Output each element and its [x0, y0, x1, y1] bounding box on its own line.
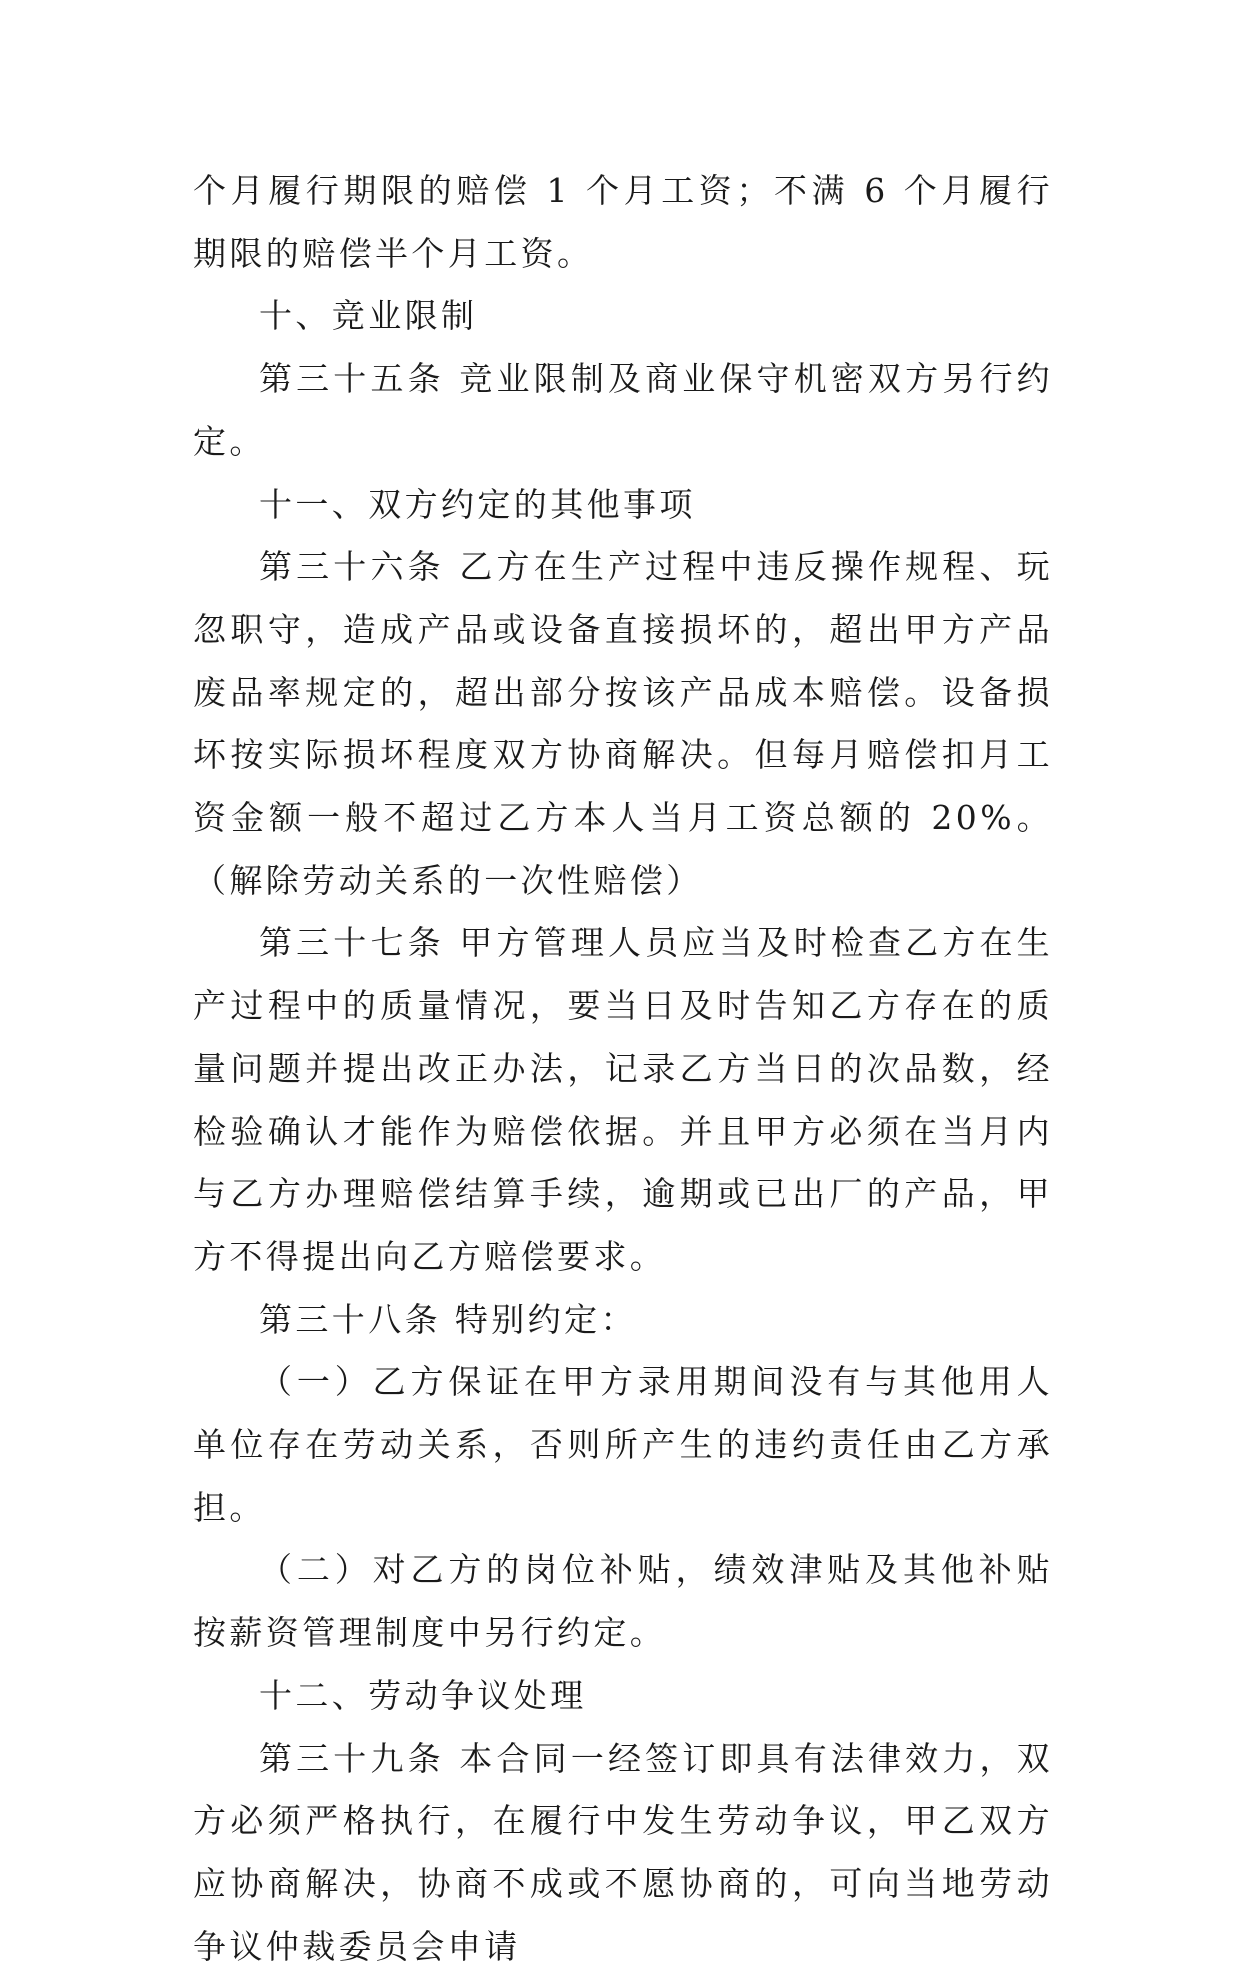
article-37: 第三十七条 甲方管理人员应当及时检查乙方在生产过程中的质量情况，要当日及时告知乙方存在的质量问题并提出改正办法，记录乙方当日的次品数，经检验确认才能作为赔偿依据。并且甲方必须在当月内与乙方办理赔偿结算手续，逾期或已出厂的产品，甲方不得提出向乙方赔偿要求。 — [193, 923, 1053, 1276]
section-heading-labor-disputes: 十二、劳动争议处理 — [259, 1675, 587, 1715]
article-35: 第三十五条 竞业限制及商业保守机密双方另行约定。 — [193, 359, 1053, 461]
section-heading-other-matters: 十一、双方约定的其他事项 — [259, 484, 696, 524]
document-body — [193, 160, 1053, 1978]
article-38-item-1: （一）乙方保证在甲方录用期间没有与其他用人单位存在劳动关系，否则所产生的违约责任由乙方承担。 — [193, 1362, 1053, 1527]
article-36: 第三十六条 乙方在生产过程中违反操作规程、玩忽职守，造成产品或设备直接损坏的，超出甲方产品废品率规定的，超出部分按该产品成本赔偿。设备损坏按实际损坏程度双方协商解决。但每月赔偿扣月工资金额一般不超过乙方本人当月工资总额的 20%。（解除劳动关系的一次性赔偿） — [193, 547, 1053, 900]
section-heading-non-compete: 十、竞业限制 — [259, 296, 478, 336]
article-39: 第三十九条 本合同一经签订即具有法律效力，双方必须严格执行，在履行中发生劳动争议，甲乙双方应协商解决，协商不成或不愿协商的，可向当地劳动争议仲裁委员会申请 — [193, 1738, 1053, 1966]
article-38-item-2: （二）对乙方的岗位补贴，绩效津贴及其他补贴按薪资管理制度中另行约定。 — [193, 1550, 1053, 1653]
article-38: 第三十八条 特别约定： — [259, 1299, 637, 1339]
paragraph-continuation: 个月履行期限的赔偿 1 个月工资；不满 6 个月履行期限的赔偿半个月工资。 — [193, 171, 1053, 273]
